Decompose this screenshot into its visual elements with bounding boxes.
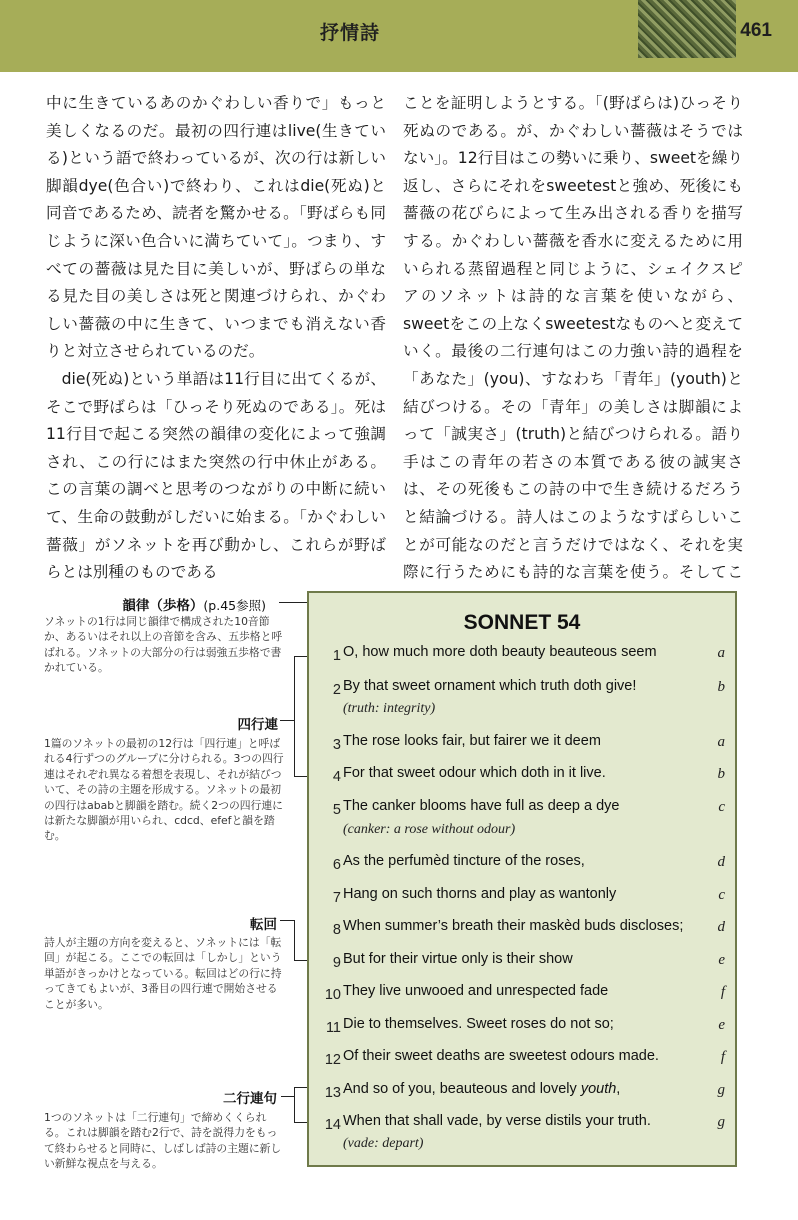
rhyme-letter: c <box>718 887 725 903</box>
rhyme-letter: e <box>718 952 725 968</box>
rhyme-letter: g <box>717 1114 725 1130</box>
sonnet-line: They live unwooed and unrespected fade <box>343 983 609 999</box>
rhyme-letter: a <box>717 734 725 750</box>
header-illustration <box>638 0 736 58</box>
body-paragraph: die(死ぬ)という単語は11行目に出てくるが、そこで野ばらは「ひっそり死ぬのである」。死は11行目で起こる突然の韻律の変化によって強調され、この行にはまた突然の行中休止がある。この言葉の調べと思考のつながりの中断に続いて、生命の鼓動がしだいに始まる。「かぐわしい薔薇」がソネットを再び動かし、これらが野ばらとは別種のものである <box>46 369 386 582</box>
gloss: (canker: a rose without odour) <box>343 822 516 837</box>
chapter-title: 抒情詩 <box>319 22 380 44</box>
sonnet-line: When summer’s breath their maskèd buds discloses; <box>343 918 684 934</box>
line-number: 11 <box>325 1020 341 1036</box>
rhyme-letter: b <box>717 766 725 782</box>
rhyme-letter: f <box>720 1049 725 1065</box>
body-paragraph: 中に生きているあのかぐわしい香りで」もっと美しくなるのだ。最初の四行連はlive(生きている)という語で終わっているが、次の行は新しい脚韻dye(色合い)で終わり、これはdie(死ぬ)と同音であるため、読者を驚かせる。「野ばらも同じように深い色合いに満ちていて」。つまり、すべての薔薇は見た目に美しいが、野ばらの単なる見た目の美しさは死と関連づけられ、かぐわしい薔薇の中に生きて、いつまでも消えない香りと対立させられているのだ。 <box>46 94 386 361</box>
line-number: 13 <box>324 1085 341 1101</box>
gloss: (truth: integrity) <box>343 701 436 716</box>
line-number: 4 <box>332 769 341 785</box>
note-title-volta: 転回 <box>250 917 277 933</box>
rhyme-letter: f <box>720 984 725 1000</box>
line-number: 3 <box>332 737 341 753</box>
note-reference: (p.45参照) <box>203 598 266 613</box>
rhyme-letter: c <box>718 799 725 815</box>
line-number: 10 <box>324 987 341 1003</box>
note-title-couplet: 二行連句 <box>223 1091 277 1107</box>
sonnet-line: By that sweet ornament which truth doth give! <box>343 678 637 694</box>
connector-couplet <box>281 1096 294 1097</box>
rhyme-letter: b <box>717 679 725 695</box>
sonnet-line-emphasis: youth <box>580 1081 617 1097</box>
line-number: 14 <box>324 1117 341 1133</box>
line-number: 6 <box>332 857 341 873</box>
gloss: (vade: depart) <box>343 1136 424 1151</box>
note-volta: 詩人が主題の方向を変えると、ソネットには「転回」が起こる。ここでの転回は「しかし」という単語がきっかけとなっている。転回はどの行に持ってきてもよいが、3番目の四行連で開始させることが多い。 <box>44 936 282 1011</box>
line-number: 5 <box>332 802 341 818</box>
note-heading: 韻律（歩格） <box>122 598 204 614</box>
rhyme-letter: e <box>718 1017 725 1033</box>
rhyme-letter: a <box>717 645 725 661</box>
sonnet-line: When that shall vade, by verse distils your truth. <box>343 1113 651 1129</box>
rhyme-letter: g <box>717 1082 725 1098</box>
page-number: 461 <box>740 20 772 41</box>
note-title-meter <box>122 594 266 614</box>
line-number: 8 <box>332 922 341 938</box>
note-meter: ソネットの1行は同じ韻律で構成された10音節か、あるいはそれ以上の音節を含み、五歩格と呼ばれる。ソネットの大部分の行は弱強五歩格で書かれている。 <box>44 615 283 675</box>
page-header <box>0 0 798 72</box>
note-couplet: 1つのソネットは「二行連句」で締めくくられる。これは脚韻を踏む2行で、詩を説得力をもって終わらせると同時に、しばしば詩の主題に新しい新鮮な視点を与える。 <box>44 1111 282 1171</box>
note-quatrain: 1篇のソネットの最初の12行は「四行連」と呼ばれる4行ずつのグループに分けられる。3つの四行連はそれぞれ異なる着想を表現し、それが結びついて、その詩の主題を形成する。ソネットの最初の四行はababと脚韻を踏む。続く2つの四行連には新たな脚韻が用いられ、cdcd、efefと韻を踏む。 <box>44 737 284 843</box>
sonnet-line-tail: , <box>616 1081 621 1097</box>
connector-volta <box>280 920 294 921</box>
sonnet-line: The canker blooms have full as deep a dye <box>343 798 620 814</box>
sonnet-line: Hang on such thorns and play as wantonly <box>343 886 617 902</box>
sonnet-line: O, how much more doth beauty beauteous seem <box>343 644 657 660</box>
sonnet-line: Die to themselves. Sweet roses do not so; <box>343 1016 614 1032</box>
sonnet-line: The rose looks fair, but fairer we it deem <box>343 733 601 749</box>
sonnet-line: As the perfumèd tincture of the roses, <box>343 853 585 869</box>
line-number: 2 <box>332 682 341 698</box>
sonnet-line: But for their virtue only is their show <box>343 951 573 967</box>
line-number: 12 <box>324 1052 341 1068</box>
body-column-left <box>46 90 386 587</box>
sonnet-title: SONNET 54 <box>463 611 581 634</box>
sonnet-box <box>307 591 737 1167</box>
note-title-quatrain: 四行連 <box>237 717 278 733</box>
sonnet-line <box>343 1081 620 1097</box>
sonnet-line: Of their sweet deaths are sweetest odours made. <box>343 1048 659 1064</box>
line-number: 7 <box>332 890 341 906</box>
sonnet-line-text: And so of you, beauteous and lovely <box>343 1081 581 1097</box>
line-number: 9 <box>332 955 341 971</box>
body-paragraph: ことを証明しようとする。「(野ばらは)ひっそり死ぬのである。が、かぐわしい薔薇はそうではない」。12行目はこの勢いに乗り、sweetを繰り返し、さらにそれをsweetestと強め、死後にも薔薇の花びらによって生み出される香りを描写する。かぐわしい薔薇を香水に変えるために用いられる蒸留過程と同じように、シェイクスピアのソネットは詩的な言葉を使いながら、sweetをこの上なくsweetestなものへと変えていく。最後の二行連句はこの力強い詩的過程を「あなた」(you)、すなわち「青年」(youth)と結びつける。その「青年」の美しさは脚韻によって「誠実さ」(truth)と結びつけられる。語り手はこの青年の若さの本質である彼の誠実さは、その死後もこの詩の中で生き続けるだろうと結論づける。詩人はこのようなすばらしいことが可能なのだと言うだけではなく、それを実際に行うためにも詩的な言葉を使う。そしてこ <box>403 94 743 582</box>
connector-quatrain <box>280 720 294 721</box>
sonnet-line: For that sweet odour which doth in it live. <box>343 765 606 781</box>
line-number: 1 <box>332 648 341 664</box>
rhyme-letter: d <box>717 854 725 870</box>
body-column-right <box>403 90 743 614</box>
rhyme-letter: d <box>717 919 725 935</box>
